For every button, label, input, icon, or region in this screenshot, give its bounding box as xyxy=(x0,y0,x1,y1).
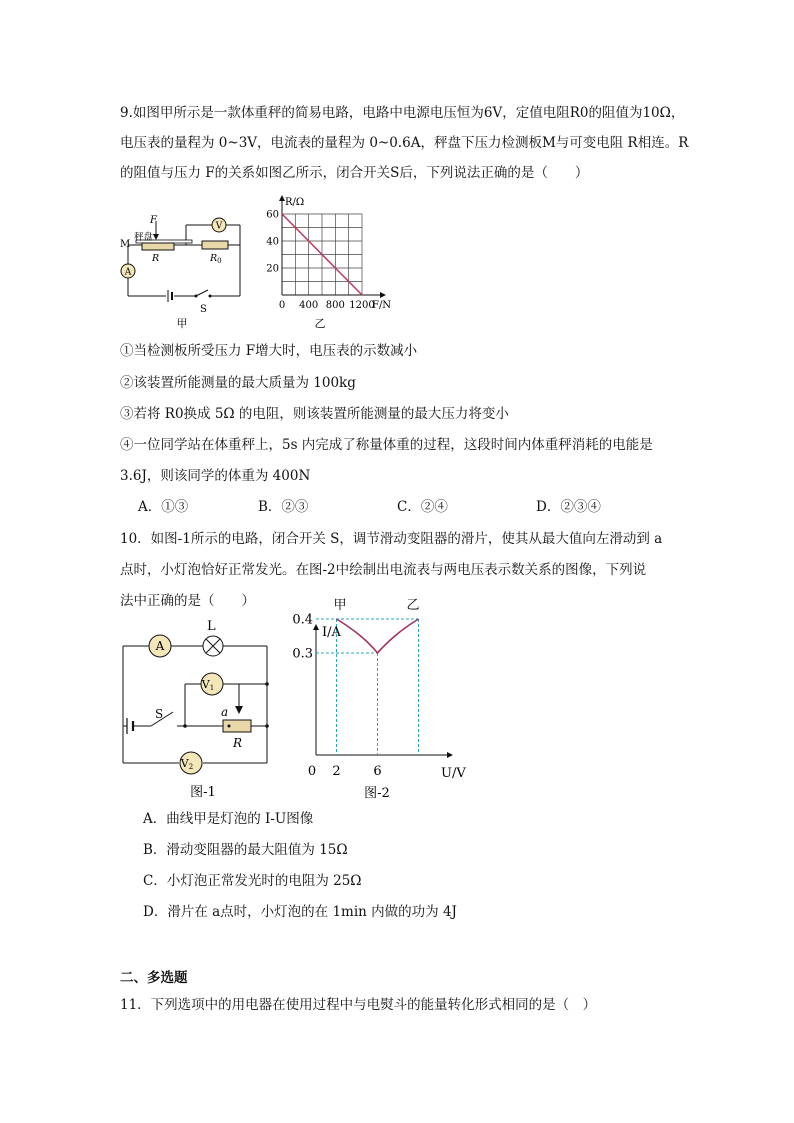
statement-2: ②该装置所能测量的最大质量为 100kg xyxy=(120,375,356,391)
ammeter-label: A xyxy=(155,639,165,653)
section-2-title: 二、多选题 xyxy=(120,970,188,986)
series-yi-curve xyxy=(378,619,419,653)
statement-1: ①当检测板所受压力 F增大时，电压表的示数减小 xyxy=(120,343,418,359)
caption-figure-1: 图-1 xyxy=(190,785,216,800)
q9-option-a[interactable]: A．①③ xyxy=(138,499,189,515)
series-label-yi: 乙 xyxy=(406,598,420,613)
x-axis-label: U/V xyxy=(441,766,466,781)
series-label-jia: 甲 xyxy=(333,598,347,613)
q10-option-b[interactable]: B．滑动变阻器的最大阻值为 15Ω xyxy=(143,842,348,858)
label-R: R xyxy=(152,253,160,264)
q9-line-3: 的阻值与压力 F的关系如图乙所示，闭合开关S后，下列说法正确的是（ ） xyxy=(120,165,589,181)
q10-option-a[interactable]: A．曲线甲是灯泡的 I-U图像 xyxy=(143,811,314,827)
q9-line-2: 电压表的量程为 0~3V，电流表的量程为 0~0.6A，秤盘下压力检测板M与可变电阻 R相连。R xyxy=(120,135,689,151)
y-tick-label: 0.4 xyxy=(292,612,313,628)
figure-2-chart xyxy=(285,598,475,806)
q10-option-d[interactable]: D．滑片在 a点时，小灯泡的在 1min 内做的功为 4J xyxy=(143,904,457,920)
q10-line-1: 10．如图-1所示的电路，闭合开关 S，调节滑动变阻器的滑片，使其从最大值向左滑动到 a xyxy=(120,531,663,547)
q9-option-c[interactable]: C．②④ xyxy=(397,499,448,515)
q10-line-2: 点时，小灯泡恰好正常发光。在图-2中绘制出电流表与两电压表示数关系的图像，下列说 xyxy=(120,562,647,578)
q11-line-1: 11．下列选项中的用电器在使用过程中与电熨斗的能量转化形式相同的是（ ） xyxy=(120,997,597,1013)
origin-label: 0 xyxy=(307,764,317,779)
figure-yi-chart xyxy=(262,193,412,333)
statement-3: ③若将 R0换成 5Ω 的电阻，则该装置所能测量的最大压力将变小 xyxy=(120,406,509,422)
label-S: S xyxy=(155,707,164,721)
x-tick-label: 800 xyxy=(325,300,345,311)
y-tick-label: 20 xyxy=(266,263,279,275)
y-tick-label: 40 xyxy=(266,236,279,248)
x-axis-label: F/N xyxy=(372,300,392,311)
label-a: a xyxy=(221,705,229,719)
q9-line-1: 9.如图甲所示是一款体重秤的简易电路，电路中电源电压恒为6V，定值电阻R0的阻值为10Ω， xyxy=(120,105,685,121)
statement-4-cont: 3.6J，则该同学的体重为 400N xyxy=(120,468,311,484)
q9-option-b[interactable]: B．②③ xyxy=(258,499,309,515)
x-tick-label: 2 xyxy=(332,764,341,779)
statement-4: ④一位同学站在体重秤上，5s 内完成了称量体重的过程，这段时间内体重秤消耗的电能是 xyxy=(120,437,653,453)
x-tick-label: 6 xyxy=(373,764,382,779)
label-R0: $R_0$ xyxy=(210,253,222,265)
x-tick-label: 1200 xyxy=(349,300,375,311)
ammeter-label: A xyxy=(124,267,132,278)
label-F: F xyxy=(150,215,157,226)
voltmeter-label: V xyxy=(215,221,223,232)
x-tick-label: 0 xyxy=(278,300,286,311)
caption-jia: 甲 xyxy=(176,317,188,330)
label-L: L xyxy=(207,619,216,634)
label-plate: 秤盘 xyxy=(134,232,154,243)
figure-jia-circuit xyxy=(110,205,270,330)
x-tick-label: 400 xyxy=(299,300,319,311)
series-jia-curve xyxy=(337,619,378,653)
caption-yi: 乙 xyxy=(314,317,326,330)
y-tick-label: 60 xyxy=(266,209,279,221)
y-tick-label: 0.3 xyxy=(292,646,313,662)
y-axis-label: R/Ω xyxy=(285,197,305,208)
q10-line-3: 法中正确的是（ ） xyxy=(120,593,255,609)
figure-1-circuit xyxy=(115,618,285,808)
label-R: R xyxy=(233,736,243,750)
y-axis-label: I/A xyxy=(322,625,341,640)
voltmeter-v1-label: V1 xyxy=(201,678,215,692)
label-M: M xyxy=(120,239,131,250)
label-S: S xyxy=(200,304,207,315)
q9-option-d[interactable]: D．②③④ xyxy=(536,499,601,515)
caption-figure-2: 图-2 xyxy=(364,786,390,801)
voltmeter-v2-label: V2 xyxy=(180,757,194,771)
q10-option-c[interactable]: C．小灯泡正常发光时的电阻为 25Ω xyxy=(143,873,362,889)
